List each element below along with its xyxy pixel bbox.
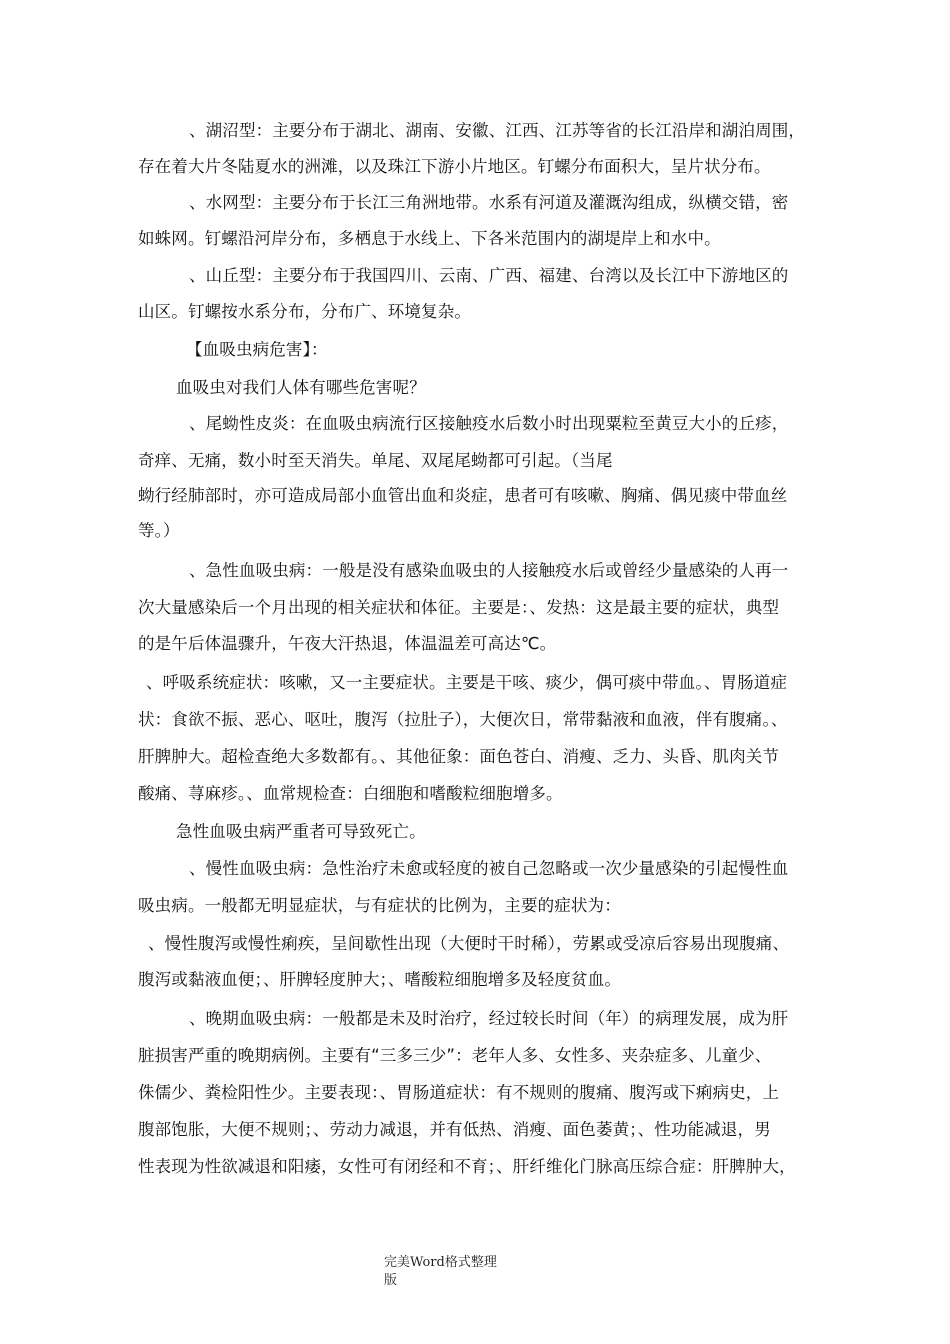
text-line: 侏儒少、粪检阳性少。主要表现：、胃肠道症状：有不规则的腹痛、腹泻或下痢病史，上 bbox=[138, 1083, 780, 1102]
text-line: 、湖沼型：主要分布于湖北、湖南、安徽、江西、江苏等省的长江沿岸和湖泊周围， bbox=[189, 121, 806, 140]
text-line: 奇痒、无痛，数小时至天消失。单尾、双尾尾蚴都可引起。（当尾 bbox=[138, 451, 613, 470]
section-heading: 【血吸虫病危害】： bbox=[186, 340, 328, 359]
text-line: 脏损害严重的晚期病例。主要有“三多三少”：老年人多、女性多、夹杂症多、儿童少、 bbox=[138, 1046, 772, 1065]
text-line: 腹部饱胀，大便不规则；、劳动力减退，并有低热、消瘦、面色萎黄；、性功能减退，男 bbox=[138, 1120, 771, 1139]
footer-text: 完美Word格式整理 bbox=[384, 1255, 497, 1270]
text-line: 山区。钉螺按水系分布，分布广、环境复杂。 bbox=[138, 302, 471, 321]
text-line: 、尾蚴性皮炎：在血吸虫病流行区接触疫水后数小时出现粟粒至黄豆大小的丘疹， bbox=[189, 414, 789, 433]
text-line: 状：食欲不振、恶心、呕吐，腹泻（拉肚子），大便次日，常带黏液和血液，伴有腹痛。、 bbox=[138, 710, 788, 729]
text-line: 酸痛、荨麻疹。、血常规检查：白细胞和嗜酸粒细胞增多。 bbox=[138, 784, 563, 803]
text-line: 存在着大片冬陆夏水的洲滩，以及珠江下游小片地区。钉螺分布面积大，呈片状分布。 bbox=[138, 157, 771, 176]
text-line: 急性血吸虫病严重者可导致死亡。 bbox=[176, 822, 426, 841]
text-line: 血吸虫对我们人体有哪些危害呢？ bbox=[176, 378, 426, 397]
text-line: 如蛛网。钉螺沿河岸分布，多栖息于水线上、下各米范围内的湖堤岸上和水中。 bbox=[138, 229, 721, 248]
text-line: 的是午后体温骤升，午夜大汗热退，体温温差可高达℃。 bbox=[138, 634, 557, 653]
text-line: 、急性血吸虫病：一般是没有感染血吸虫的人接触疫水后或曾经少量感染的人再一 bbox=[189, 561, 789, 580]
text-line: 、慢性血吸虫病：急性治疗未愈或轻度的被自己忽略或一次少量感染的引起慢性血 bbox=[189, 859, 789, 878]
text-line: 、慢性腹泻或慢性痢疾，呈间歇性出现（大便时干时稀），劳累或受凉后容易出现腹痛、 bbox=[148, 934, 790, 953]
text-line: 次大量感染后一个月出现的相关症状和体征。主要是：、发热：这是最主要的症状，典型 bbox=[138, 598, 780, 617]
text-line: 、水网型：主要分布于长江三角洲地带。水系有河道及灌溉沟组成，纵横交错，密 bbox=[189, 193, 789, 212]
text-line: 、山丘型：主要分布于我国四川、云南、广西、福建、台湾以及长江中下游地区的 bbox=[189, 266, 789, 285]
text-line: 蚴行经肺部时，亦可造成局部小血管出血和炎症，患者可有咳嗽、胸痛、偶见痰中带血丝 bbox=[138, 486, 788, 505]
text-line: 等。） bbox=[138, 521, 180, 540]
text-line: 性表现为性欲减退和阳痿，女性可有闭经和不育；、肝纤维化门脉高压综合症：肝脾肿大， bbox=[138, 1157, 796, 1176]
text-line: 、晚期血吸虫病：一般都是未及时治疗，经过较长时间（年）的病理发展，成为肝 bbox=[189, 1009, 789, 1028]
text-line: 肝脾肿大。超检查绝大多数都有。、其他征象：面色苍白、消瘦、乏力、头昏、肌肉关节 bbox=[138, 747, 780, 766]
text-line: 腹泻或黏液血便；、肝脾轻度肿大；、嗜酸粒细胞增多及轻度贫血。 bbox=[138, 970, 621, 989]
text-line: 、呼吸系统症状：咳嗽，又一主要症状。主要是干咳、痰少，偶可痰中带血。、胃肠道症 bbox=[146, 673, 788, 692]
text-line: 吸虫病。一般都无明显症状，与有症状的比例为，主要的症状为： bbox=[138, 896, 621, 915]
footer-text-continued: 版 bbox=[384, 1273, 398, 1288]
